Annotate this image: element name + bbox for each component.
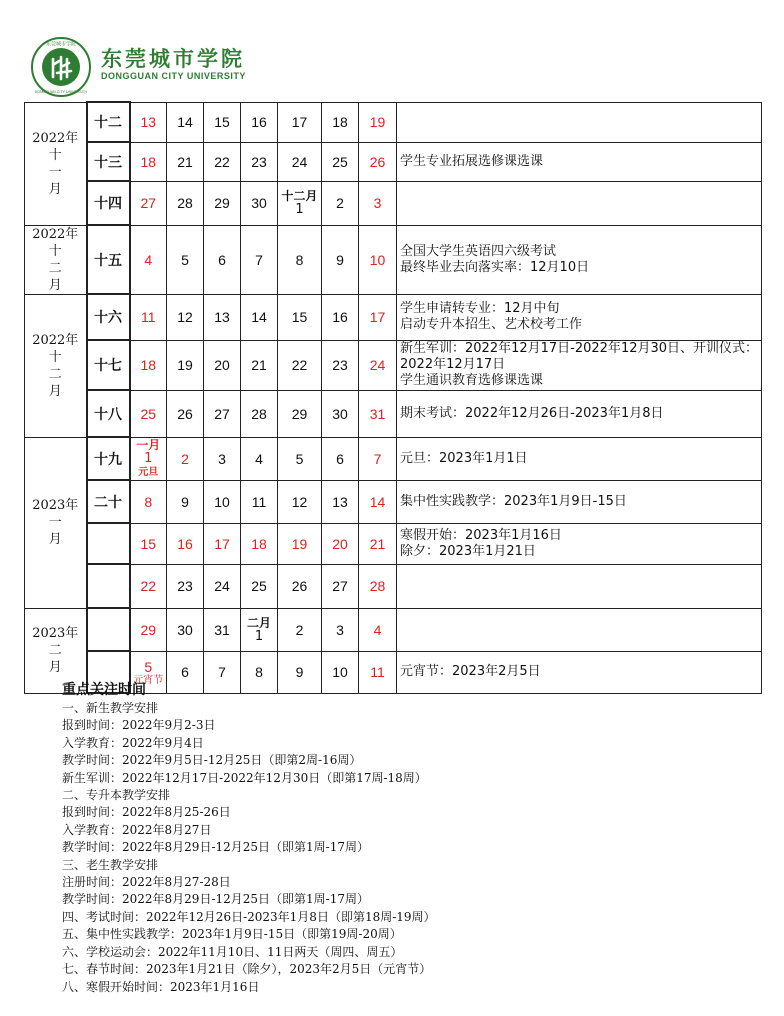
calendar-day: 25: [130, 390, 167, 437]
calendar-note: [397, 564, 762, 608]
school-name-en: DONGGUAN CITY UNIVERSITY: [101, 71, 246, 81]
school-name-cn: 东莞城市学院: [101, 47, 245, 71]
calendar-day: 10: [359, 225, 397, 294]
calendar-day: 19: [167, 340, 204, 390]
calendar-day: 4: [241, 437, 278, 480]
calendar-day: 2: [167, 437, 204, 480]
school-logo-seal: [31, 37, 91, 97]
calendar-week-row: [25, 564, 762, 608]
key-date-line: 一、新生教学安排: [62, 701, 159, 715]
calendar-note: 新生军训：2022年12月17日-2022年12月30日、开训仪式：2022年12月17日 学生通识教育选修课选课: [397, 340, 762, 390]
calendar-day: 19: [359, 102, 397, 142]
calendar-day: 12: [167, 294, 204, 340]
calendar-day: 一月 1 元旦: [130, 437, 167, 480]
calendar-day: 17: [278, 102, 322, 142]
calendar-week-row: [25, 294, 762, 340]
key-date-line: 七、春节时间：2023年1月21日（除夕），2023年2月5日（元宵节）: [62, 962, 432, 977]
calendar-day: 2: [322, 181, 359, 225]
calendar-day: 28: [241, 390, 278, 437]
calendar-day: 24: [204, 564, 241, 608]
calendar-day: 16: [167, 523, 204, 564]
calendar-day: 13: [130, 102, 167, 142]
calendar-day: 十二月 1: [278, 181, 322, 225]
calendar-day: 26: [359, 142, 397, 181]
week-number: 十三: [87, 142, 130, 181]
key-date-line: 六、学校运动会：2022年11月10日、11日两天（周四、周五）: [62, 944, 403, 959]
calendar-week-row: [25, 340, 762, 390]
calendar-day: 23: [167, 564, 204, 608]
key-date-line: 四、考试时间：2022年12月26日-2023年1月8日（即第18周-19周）: [62, 909, 436, 924]
week-number: [87, 608, 130, 651]
calendar-day: 9: [278, 651, 322, 693]
key-date-line: 教学时间：2022年8月29日-12月25日（即第1周-17周）: [62, 840, 369, 855]
calendar-day: 8: [241, 651, 278, 693]
calendar-day: 14: [359, 480, 397, 523]
calendar-day: 3: [322, 608, 359, 651]
calendar-day: 15: [278, 294, 322, 340]
calendar-day: 5 元宵节: [130, 651, 167, 693]
calendar-day: 29: [130, 608, 167, 651]
week-number: 十四: [87, 181, 130, 225]
calendar-day: 30: [322, 390, 359, 437]
calendar-day: 11: [241, 480, 278, 523]
calendar-day: 28: [167, 181, 204, 225]
calendar-day: 28: [359, 564, 397, 608]
calendar-day: 15: [204, 102, 241, 142]
calendar-day: 31: [359, 390, 397, 437]
week-number: 十六: [87, 294, 130, 340]
calendar-day: 10: [322, 651, 359, 693]
month-label: 2023年 二 月: [25, 608, 87, 693]
calendar-day: 16: [322, 294, 359, 340]
key-date-line: 八、寒假开始时间：2023年1月16日: [62, 979, 260, 994]
calendar-day: 6: [204, 225, 241, 294]
calendar-note: 元宵节：2023年2月5日: [397, 651, 762, 693]
calendar-day: 5: [278, 437, 322, 480]
calendar-note: 学生申请转专业：12月中旬 启动专升本招生、艺术校考工作: [397, 294, 762, 340]
calendar-day: 22: [278, 340, 322, 390]
calendar-week-row: [25, 142, 762, 181]
calendar-week-row: [25, 181, 762, 225]
week-number: [87, 564, 130, 608]
calendar-note: 元旦：2023年1月1日: [397, 437, 762, 480]
calendar-note: [397, 608, 762, 651]
key-date-line: 报到时间：2022年9月2-3日: [62, 718, 216, 733]
calendar-day: 23: [322, 340, 359, 390]
calendar-day: 3: [204, 437, 241, 480]
calendar-day: 18: [130, 142, 167, 181]
key-date-line: 报到时间：2022年8月25-26日: [62, 805, 231, 820]
month-label: 2022年 十 二 月: [25, 225, 87, 294]
calendar-day: 27: [130, 181, 167, 225]
svg-text:DONGGUAN CITY UNIVERSITY: DONGGUAN CITY UNIVERSITY: [34, 90, 88, 94]
calendar-day: 26: [278, 564, 322, 608]
week-number: [87, 523, 130, 564]
calendar-week-row: [25, 225, 762, 294]
calendar-note: [397, 102, 762, 142]
calendar-day: 12: [278, 480, 322, 523]
calendar-day: 20: [322, 523, 359, 564]
key-date-line: 五、集中性实践教学：2023年1月9日-15日（即第19周-20周）: [62, 927, 402, 942]
calendar-day: 二月 1: [241, 608, 278, 651]
calendar-week-row: [25, 608, 762, 651]
key-dates-section: [62, 681, 436, 996]
week-number: 十七: [87, 340, 130, 390]
calendar-day: 17: [204, 523, 241, 564]
calendar-note: [397, 181, 762, 225]
calendar-day: 30: [167, 608, 204, 651]
calendar-day: 6: [322, 437, 359, 480]
calendar-day: 5: [167, 225, 204, 294]
calendar-day: 18: [322, 102, 359, 142]
calendar-day: 21: [359, 523, 397, 564]
key-date-line: 入学教育：2022年8月27日: [62, 822, 212, 837]
week-number: 二十: [87, 480, 130, 523]
calendar-day: 9: [322, 225, 359, 294]
calendar-note: 学生专业拓展选修课选课: [397, 142, 762, 181]
calendar-note: 全国大学生英语四六级考试 最终毕业去向落实率：12月10日: [397, 225, 762, 294]
calendar-day: 29: [278, 390, 322, 437]
calendar-note: 寒假开始：2023年1月16日 除夕：2023年1月21日: [397, 523, 762, 564]
key-date-line: 教学时间：2022年9月5日-12月25日（即第2周-16周）: [62, 753, 362, 768]
calendar-day: 8: [130, 480, 167, 523]
calendar-day: 2: [278, 608, 322, 651]
calendar-day: 21: [241, 340, 278, 390]
calendar-day: 3: [359, 181, 397, 225]
calendar-day: 27: [204, 390, 241, 437]
key-dates-title: 重点关注时间: [62, 682, 146, 698]
calendar-day: 13: [322, 480, 359, 523]
calendar-note: 期末考试：2022年12月26日-2023年1月8日: [397, 390, 762, 437]
calendar-day: 14: [167, 102, 204, 142]
calendar-day: 25: [322, 142, 359, 181]
month-label: 2023年 一 月: [25, 437, 87, 608]
calendar-day: 16: [241, 102, 278, 142]
calendar-week-row: [25, 102, 762, 142]
calendar-day: 25: [241, 564, 278, 608]
calendar-day: 27: [322, 564, 359, 608]
calendar-day: 22: [204, 142, 241, 181]
calendar-day: 20: [204, 340, 241, 390]
calendar-day: 6: [167, 651, 204, 693]
week-number: 十八: [87, 390, 130, 437]
key-date-line: 二、专升本教学安排: [62, 788, 171, 803]
calendar-day: 7: [359, 437, 397, 480]
calendar-day: 23: [241, 142, 278, 181]
week-number: 十二: [87, 102, 130, 142]
school-name: [101, 48, 246, 81]
calendar-day: 29: [204, 181, 241, 225]
calendar-week-row: [25, 437, 762, 480]
calendar-week-row: [25, 390, 762, 437]
calendar-day: 24: [359, 340, 397, 390]
calendar-day: 14: [241, 294, 278, 340]
calendar-day: 7: [241, 225, 278, 294]
svg-text:东莞城市学院: 东莞城市学院: [45, 41, 77, 48]
calendar-day: 11: [130, 294, 167, 340]
calendar-day: 4: [130, 225, 167, 294]
school-calendar-table: [24, 101, 762, 694]
calendar-day: 30: [241, 181, 278, 225]
key-date-line: 教学时间：2022年8月29日-12月25日（即第1周-17周）: [62, 892, 369, 907]
calendar-day: 21: [167, 142, 204, 181]
calendar-day: 11: [359, 651, 397, 693]
calendar-note: 集中性实践教学：2023年1月9日-15日: [397, 480, 762, 523]
calendar-day: 22: [130, 564, 167, 608]
key-date-line: 新生军训：2022年12月17日-2022年12月30日（即第17周-18周）: [62, 770, 427, 785]
key-date-line: 入学教育：2022年9月4日: [62, 735, 204, 750]
calendar-day: 24: [278, 142, 322, 181]
month-label: 2022年 十 一 月: [25, 102, 87, 225]
calendar-day: 31: [204, 608, 241, 651]
month-label: 2022年 十 二 月: [25, 294, 87, 437]
calendar-day: 13: [204, 294, 241, 340]
calendar-day: 26: [167, 390, 204, 437]
calendar-day: 18: [130, 340, 167, 390]
calendar-day: 19: [278, 523, 322, 564]
calendar-day: 18: [241, 523, 278, 564]
calendar-day: 10: [204, 480, 241, 523]
calendar-day: 17: [359, 294, 397, 340]
calendar-day: 4: [359, 608, 397, 651]
calendar-day: 7: [204, 651, 241, 693]
key-date-line: 注册时间：2022年8月27-28日: [62, 875, 231, 890]
key-date-line: 三、老生教学安排: [62, 857, 159, 872]
calendar-day: 9: [167, 480, 204, 523]
week-number: 十五: [87, 225, 130, 294]
week-number: 十九: [87, 437, 130, 480]
calendar-week-row: [25, 480, 762, 523]
calendar-week-row: [25, 523, 762, 564]
calendar-day: 15: [130, 523, 167, 564]
calendar-day: 8: [278, 225, 322, 294]
